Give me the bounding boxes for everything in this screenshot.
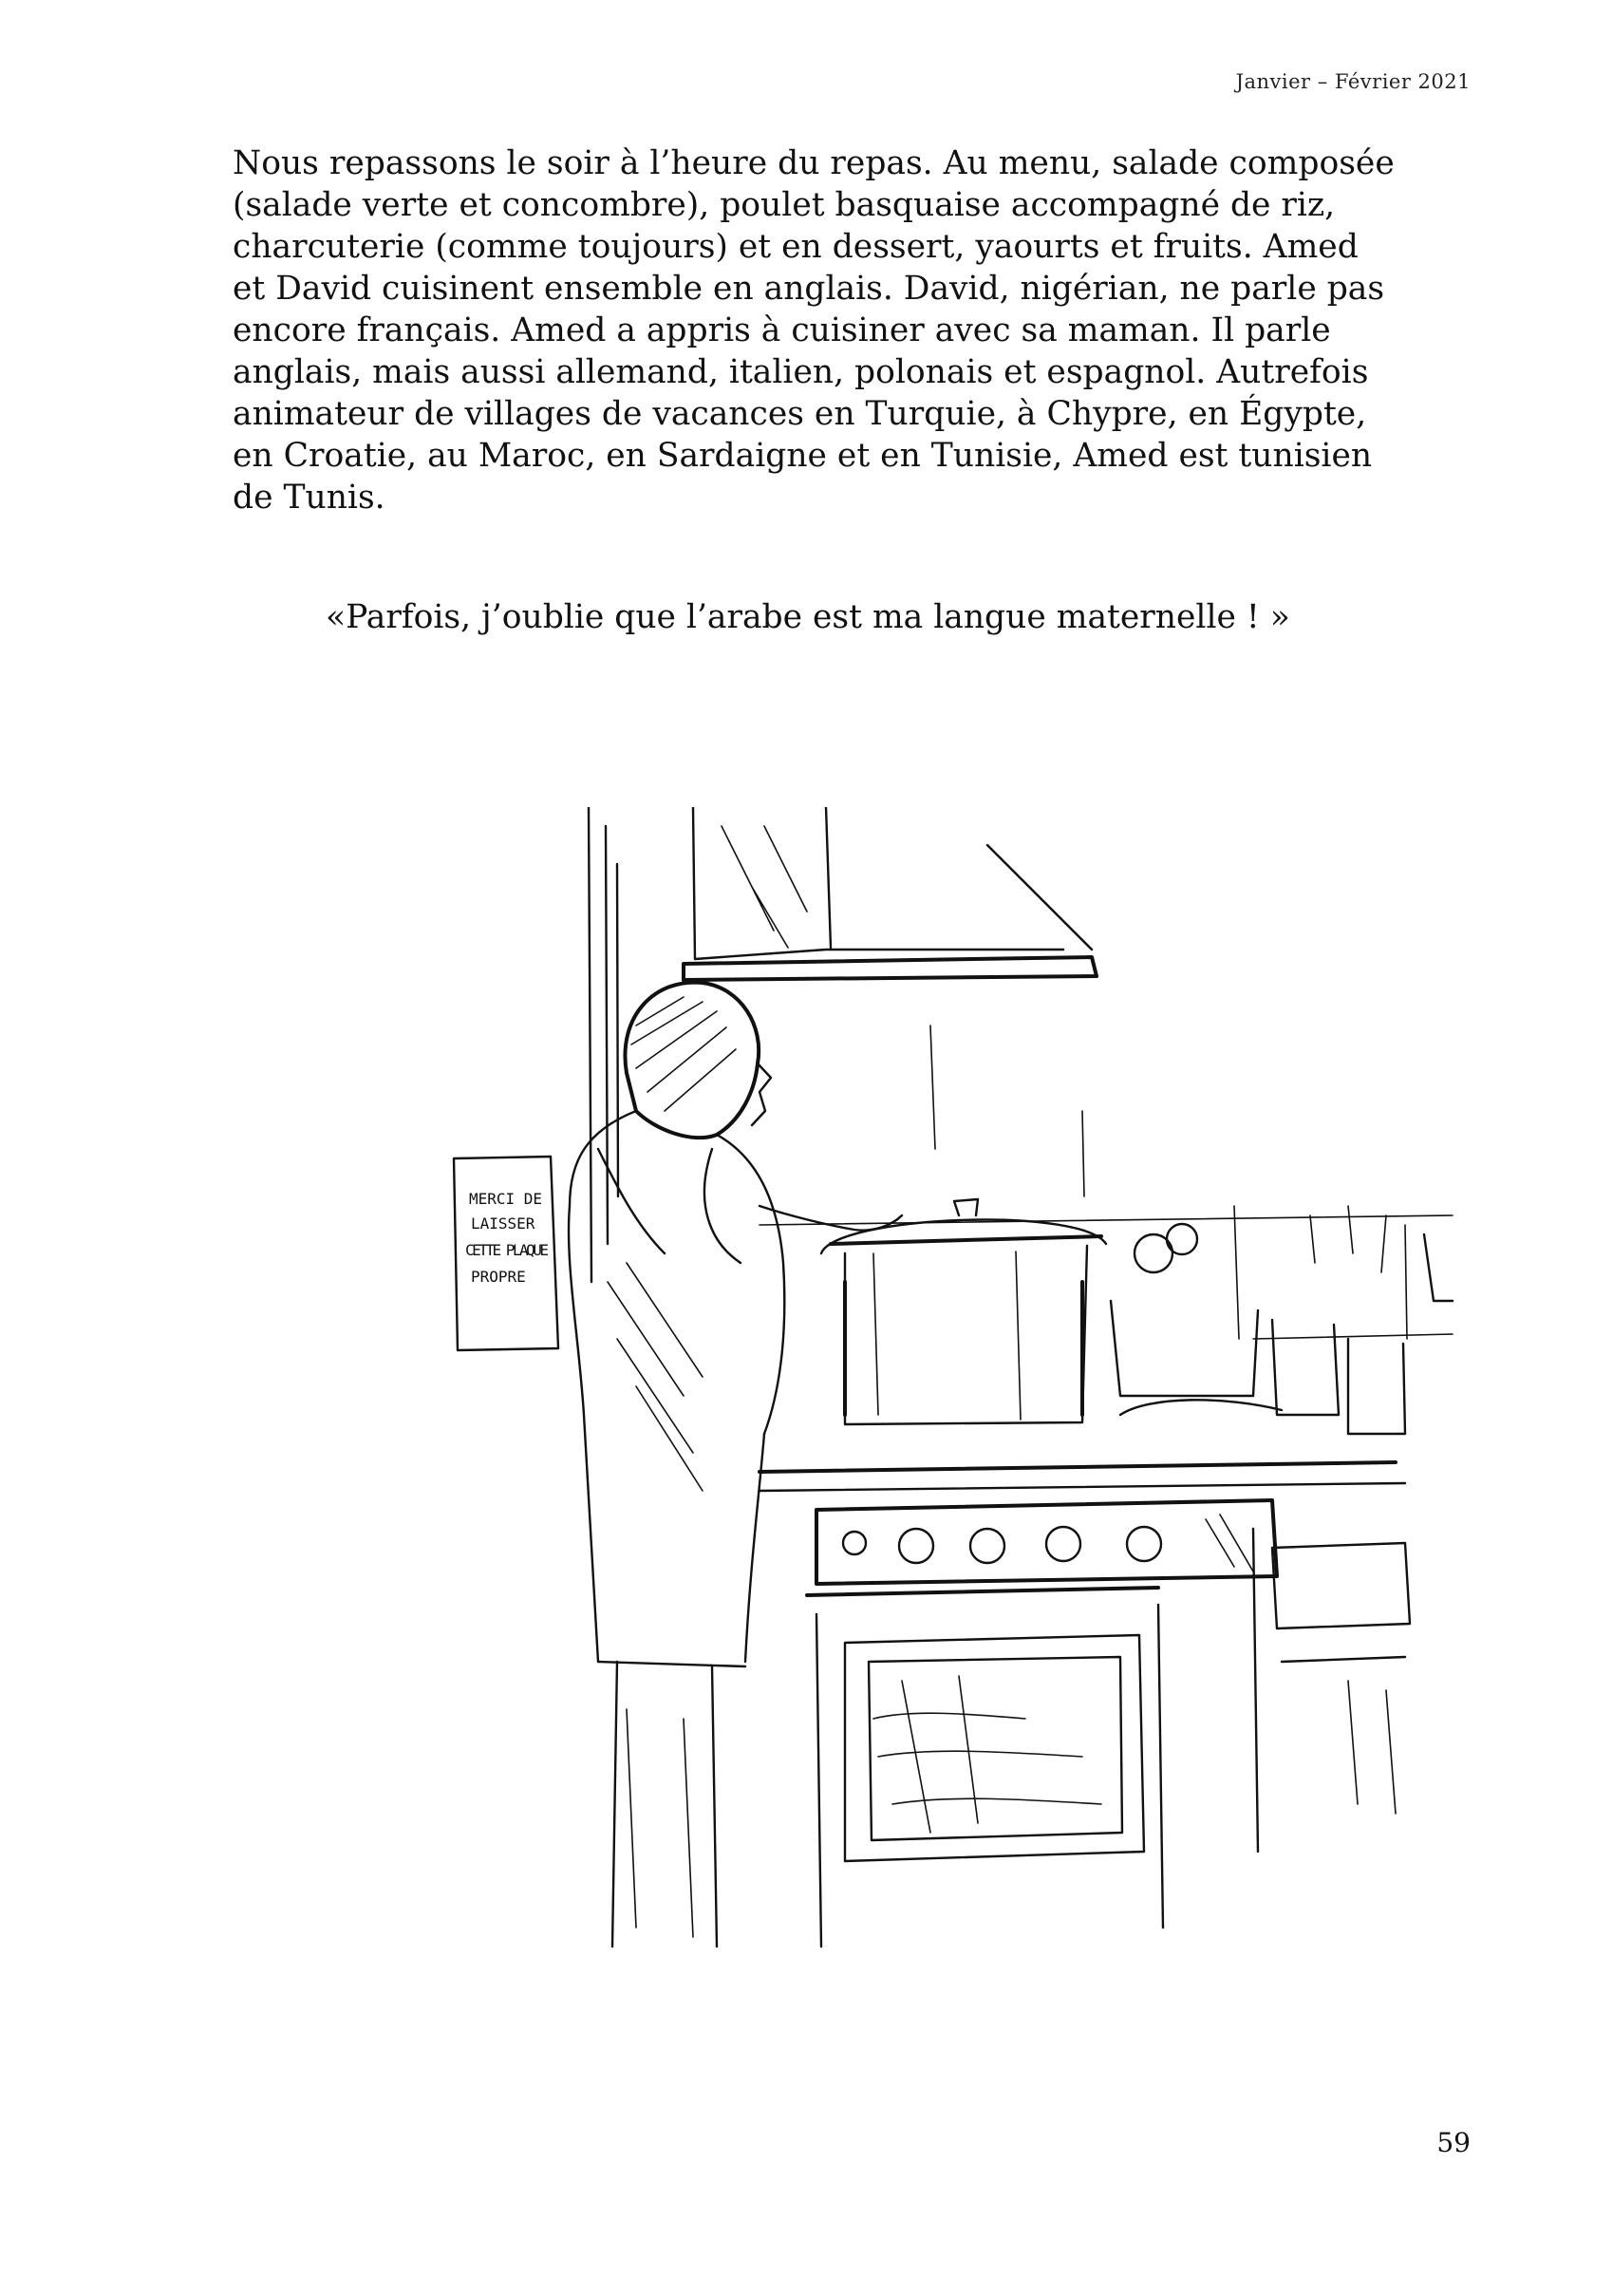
kitchen-sketch-svg bbox=[399, 807, 1472, 1966]
paragraph-line: de Tunis. bbox=[233, 479, 385, 517]
extractor-hood bbox=[684, 807, 1097, 980]
posted-note bbox=[454, 1157, 558, 1350]
paragraph-line: en Croatie, au Maroc, en Sardaigne et en Tunisie, Amed est tunisien bbox=[233, 437, 1373, 475]
oven bbox=[807, 1588, 1163, 1947]
note-line: LAISSER bbox=[471, 1214, 535, 1233]
paragraph-line: Nous repassons le soir à l’heure du repas. Au menu, salade composée bbox=[233, 144, 1395, 182]
paragraph-line: (salade verte et concombre), poulet basquaise accompagné de riz, bbox=[233, 186, 1336, 224]
counter-items bbox=[1111, 1206, 1453, 1434]
counter-edge bbox=[760, 1462, 1396, 1472]
note-line: CETTE PLAQUE bbox=[465, 1241, 549, 1259]
note-line: PROPRE bbox=[471, 1268, 526, 1286]
page-number: 59 bbox=[1436, 2127, 1471, 2158]
stove-panel bbox=[816, 1500, 1277, 1584]
cooking-pot bbox=[821, 1199, 1106, 1424]
paragraph-line: animateur de villages de vacances en Turquie, à Chypre, en Égypte, bbox=[233, 395, 1367, 433]
kitchen-sketch-illustration bbox=[399, 807, 1472, 1966]
wall-tiles bbox=[760, 1026, 1453, 1339]
running-head: Janvier – Février 2021 bbox=[1235, 70, 1471, 93]
paragraph-line: encore français. Amed a appris à cuisiner avec sa maman. Il parle bbox=[233, 311, 1331, 349]
note-line: MERCI DE bbox=[469, 1190, 543, 1208]
paragraph-line: charcuterie (comme toujours) et en dessert, yaourts et fruits. Amed bbox=[233, 228, 1359, 266]
paragraph-line: anglais, mais aussi allemand, italien, polonais et espagnol. Autrefois bbox=[233, 353, 1369, 391]
door-frame bbox=[589, 807, 591, 1282]
quote: «Parfois, j’oublie que l’arabe est ma langue maternelle ! » bbox=[326, 598, 1290, 636]
paragraph-line: et David cuisinent ensemble en anglais. David, nigérian, ne parle pas bbox=[233, 270, 1385, 308]
body-paragraph bbox=[233, 142, 1457, 518]
